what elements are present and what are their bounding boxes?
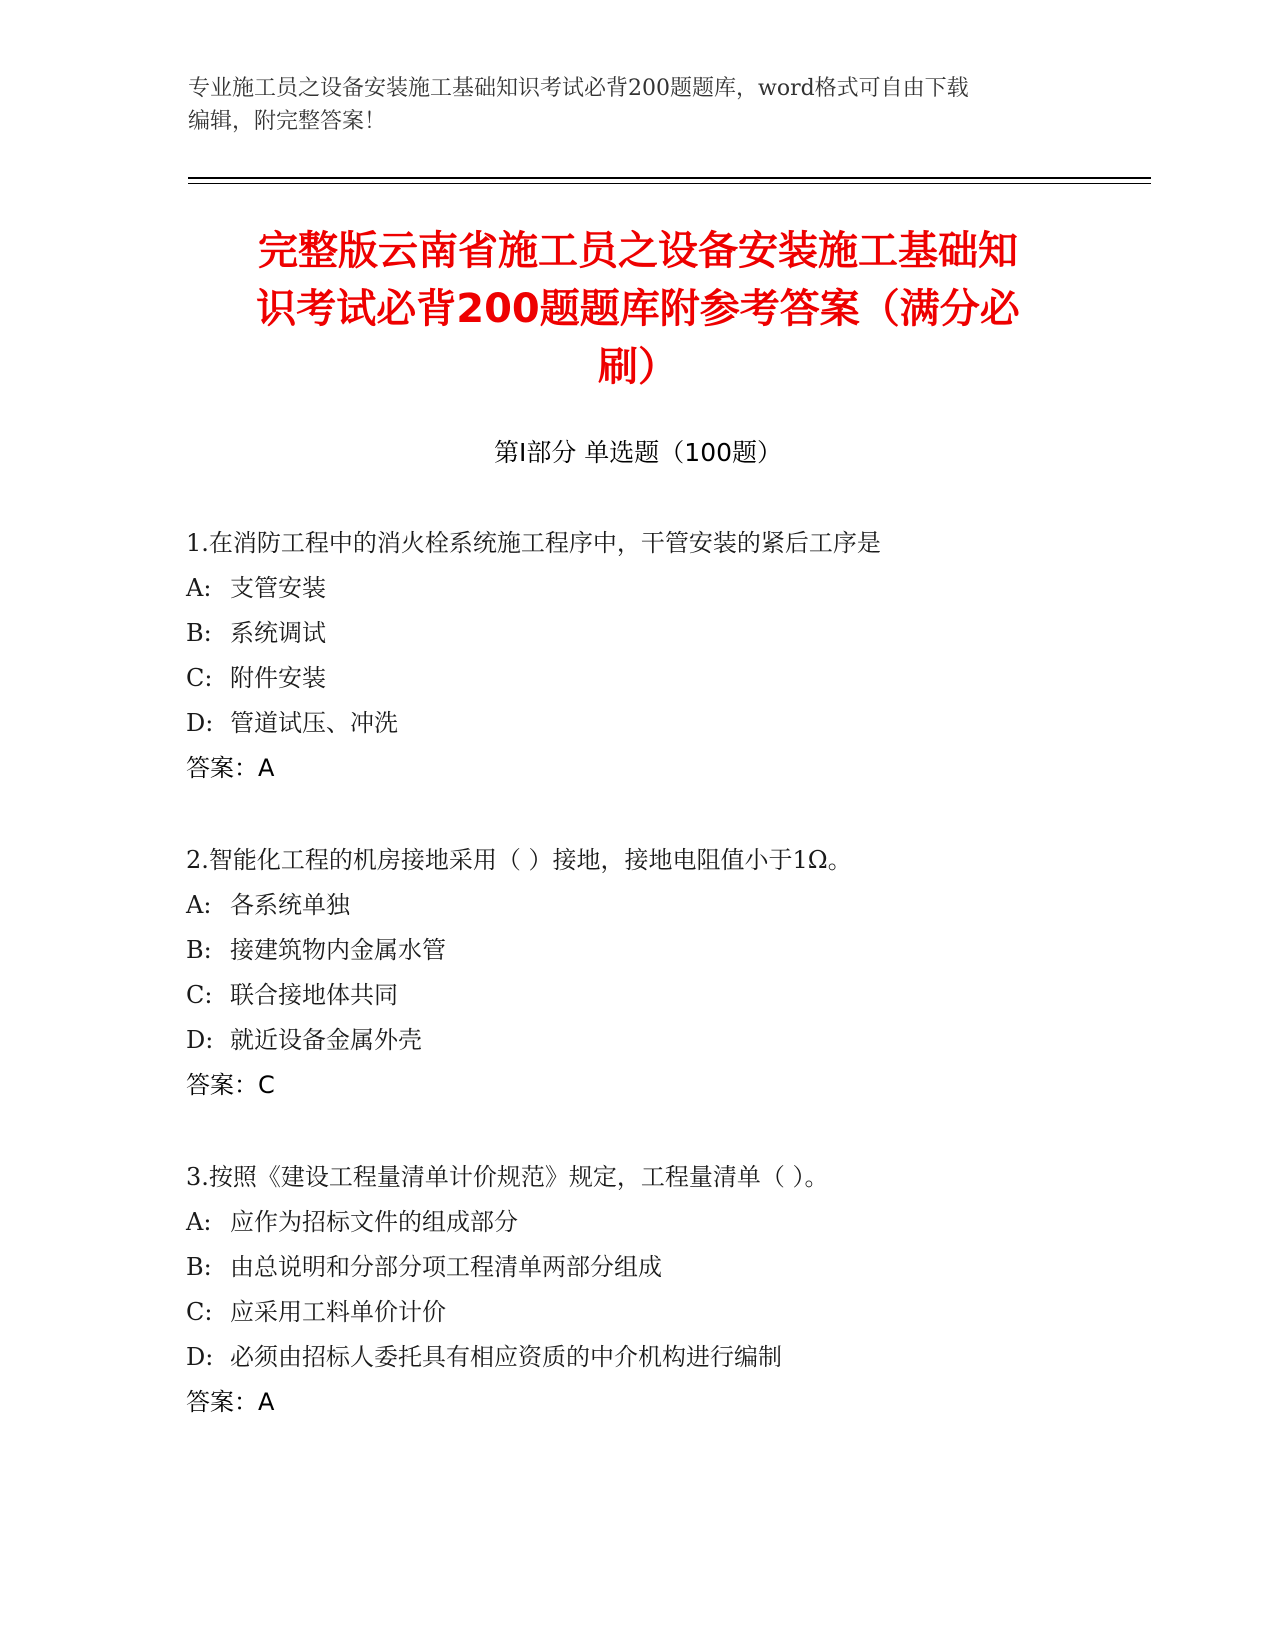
header-divider-thin — [188, 183, 1151, 184]
option-c — [186, 656, 1146, 701]
option-b — [186, 611, 1146, 656]
option-letter: A: — [186, 574, 212, 602]
option-letter: A: — [186, 891, 212, 919]
question-stem: 1.在消防工程中的消火栓系统施工程序中，干管安装的紧后工序是 — [186, 529, 881, 557]
option-text: 必须由招标人委托具有相应资质的中介机构进行编制 — [230, 1343, 782, 1371]
option-letter: A: — [186, 1208, 212, 1236]
header-note — [188, 72, 1078, 138]
option-letter: D: — [186, 1026, 214, 1054]
question-stem: 2.智能化工程的机房接地采用（ ）接地，接地电阻值小于1Ω。 — [186, 846, 852, 874]
option-text: 各系统单独 — [230, 891, 350, 919]
option-b — [186, 1245, 1146, 1290]
option-c — [186, 973, 1146, 1018]
option-text: 支管安装 — [230, 574, 326, 602]
answer: 答案：C — [186, 1071, 275, 1099]
question-3 — [186, 1155, 1146, 1425]
option-text: 附件安装 — [230, 664, 326, 692]
option-letter: C: — [186, 664, 213, 692]
option-letter: C: — [186, 981, 213, 1009]
question-stem: 3.按照《建设工程量清单计价规范》规定，工程量清单（ ）。 — [186, 1163, 829, 1191]
option-text: 系统调试 — [230, 619, 326, 647]
question-2 — [186, 838, 1146, 1108]
section-title: 第Ⅰ部分 单选题（100题） — [493, 438, 783, 467]
option-text: 就近设备金属外壳 — [230, 1026, 422, 1054]
header-divider-thick — [188, 177, 1151, 179]
header-note-line-1: 专业施工员之设备安装施工基础知识考试必背200题题库，word格式可自由下载 — [188, 76, 969, 101]
option-text: 接建筑物内金属水管 — [230, 936, 446, 964]
option-b — [186, 928, 1146, 973]
option-text: 管道试压、冲洗 — [230, 709, 398, 737]
option-letter: D: — [186, 709, 214, 737]
question-1 — [186, 521, 1146, 791]
option-d — [186, 701, 1146, 746]
answer: 答案：A — [186, 1388, 275, 1416]
document-title — [188, 222, 1088, 396]
option-text: 由总说明和分部分项工程清单两部分组成 — [230, 1253, 662, 1281]
answer: 答案：A — [186, 754, 275, 782]
option-c — [186, 1290, 1146, 1335]
option-text: 应作为招标文件的组成部分 — [230, 1208, 518, 1236]
option-letter: B: — [186, 936, 212, 964]
option-a — [186, 883, 1146, 928]
option-text: 联合接地体共同 — [230, 981, 398, 1009]
option-d — [186, 1335, 1146, 1380]
header-note-line-2: 编辑，附完整答案！ — [188, 109, 387, 134]
document-title-line-3: 刷） — [598, 344, 678, 390]
option-d — [186, 1018, 1146, 1063]
option-a — [186, 1200, 1146, 1245]
document-title-line-1: 完整版云南省施工员之设备安装施工基础知 — [258, 228, 1018, 274]
option-letter: B: — [186, 1253, 212, 1281]
option-letter: C: — [186, 1298, 213, 1326]
document-title-line-2: 识考试必背200题题库附参考答案（满分必 — [256, 286, 1020, 332]
option-a — [186, 566, 1146, 611]
option-letter: B: — [186, 619, 212, 647]
option-text: 应采用工料单价计价 — [230, 1298, 446, 1326]
option-letter: D: — [186, 1343, 214, 1371]
